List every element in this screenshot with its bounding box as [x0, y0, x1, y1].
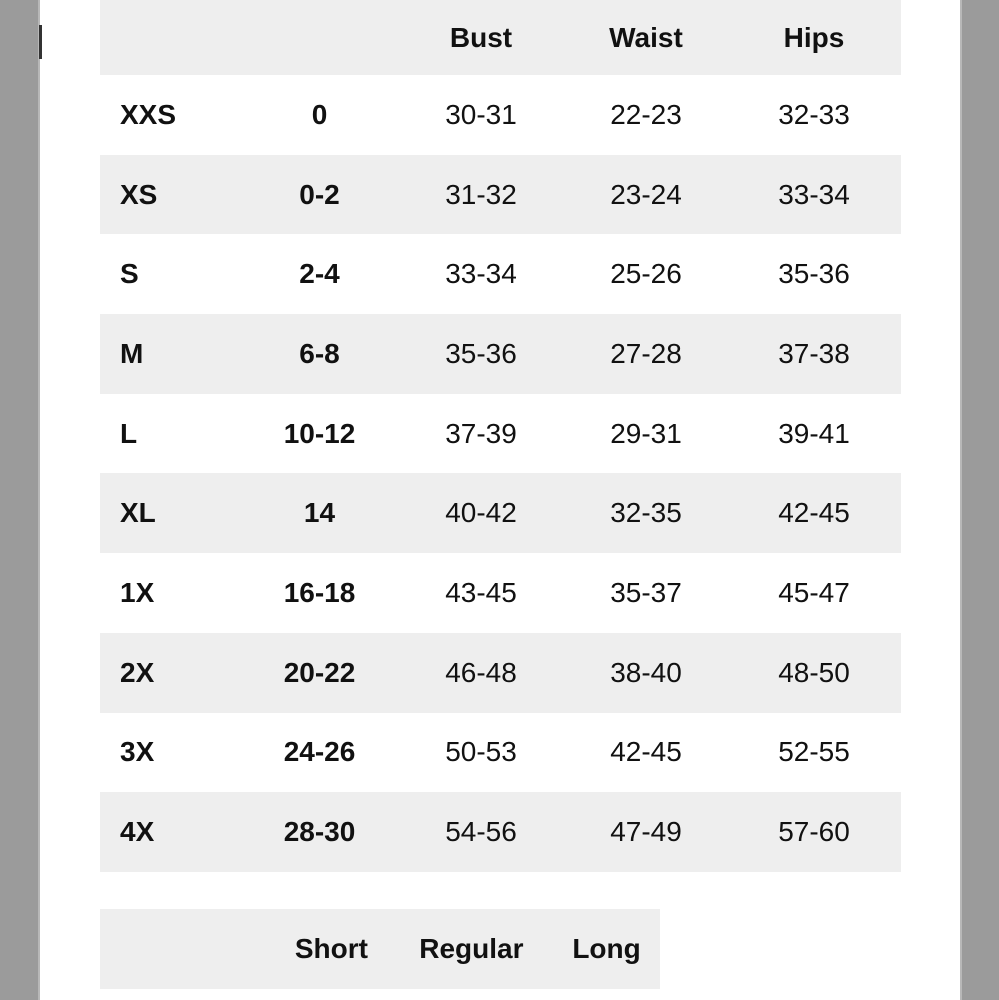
hips-value: 39-41 [778, 417, 850, 449]
hips-value: 57-60 [778, 816, 850, 848]
table-row [100, 75, 901, 155]
size-number: 20-22 [283, 656, 356, 688]
table-row [100, 234, 901, 314]
hips-value: 52-55 [778, 736, 850, 768]
bust-value: 35-36 [445, 337, 517, 369]
size-chart-header-row [100, 0, 901, 75]
hips-value: 48-50 [778, 656, 850, 688]
size-number: 2-4 [299, 258, 340, 290]
size-label: S [120, 258, 139, 290]
size-number: 0 [311, 98, 328, 130]
size-number: 24-26 [283, 736, 356, 768]
size-label: XXS [120, 98, 177, 130]
waist-value: 27-28 [610, 337, 682, 369]
table-row [100, 314, 901, 394]
hips-value: 37-38 [778, 337, 850, 369]
waist-value: 32-35 [610, 497, 682, 529]
header-bust: Bust [449, 21, 513, 53]
size-label: L [120, 417, 138, 449]
bust-value: 31-32 [445, 178, 517, 210]
table-row [100, 394, 901, 474]
size-number: 0-2 [299, 178, 340, 210]
hips-value: 33-34 [778, 178, 850, 210]
waist-value: 25-26 [610, 258, 682, 290]
length-chart-header [100, 909, 660, 989]
size-label: M [120, 337, 144, 369]
size-number: 16-18 [283, 576, 356, 608]
table-row [100, 633, 901, 713]
waist-value: 38-40 [610, 656, 682, 688]
header-waist: Waist [609, 21, 683, 53]
bust-value: 37-39 [445, 417, 517, 449]
bust-value: 33-34 [445, 258, 517, 290]
bust-value: 50-53 [445, 736, 517, 768]
size-number: 14 [303, 497, 336, 529]
table-row [100, 553, 901, 633]
size-label: 1X [120, 576, 155, 608]
bust-value: 40-42 [445, 497, 517, 529]
waist-value: 47-49 [610, 816, 682, 848]
waist-value: 22-23 [610, 98, 682, 130]
bust-value: 43-45 [445, 576, 517, 608]
header-hips: Hips [783, 21, 845, 53]
header-regular: Regular [419, 933, 524, 964]
table-row [100, 792, 901, 872]
hips-value: 45-47 [778, 576, 850, 608]
hips-value: 42-45 [778, 497, 850, 529]
table-row [100, 155, 901, 235]
hips-value: 32-33 [778, 98, 850, 130]
size-number: 6-8 [299, 337, 340, 369]
table-row [100, 473, 901, 553]
bust-value: 54-56 [445, 816, 517, 848]
waist-value: 23-24 [610, 178, 682, 210]
waist-value: 29-31 [610, 417, 682, 449]
bust-value: 30-31 [445, 98, 517, 130]
header-short: Short [294, 933, 368, 964]
page-edge-right [960, 0, 962, 1000]
size-number: 10-12 [283, 417, 356, 449]
waist-value: 35-37 [610, 576, 682, 608]
size-label: 4X [120, 816, 155, 848]
header-long: Long [572, 933, 641, 964]
size-label: XL [120, 497, 156, 529]
size-number: 28-30 [283, 816, 356, 848]
page-edge-mark [39, 25, 42, 59]
table-row [100, 713, 901, 793]
size-label: XS [120, 178, 158, 210]
hips-value: 35-36 [778, 258, 850, 290]
size-label: 2X [120, 656, 155, 688]
bust-value: 46-48 [445, 656, 517, 688]
size-chart-table [100, 0, 901, 872]
size-label: 3X [120, 736, 155, 768]
waist-value: 42-45 [610, 736, 682, 768]
